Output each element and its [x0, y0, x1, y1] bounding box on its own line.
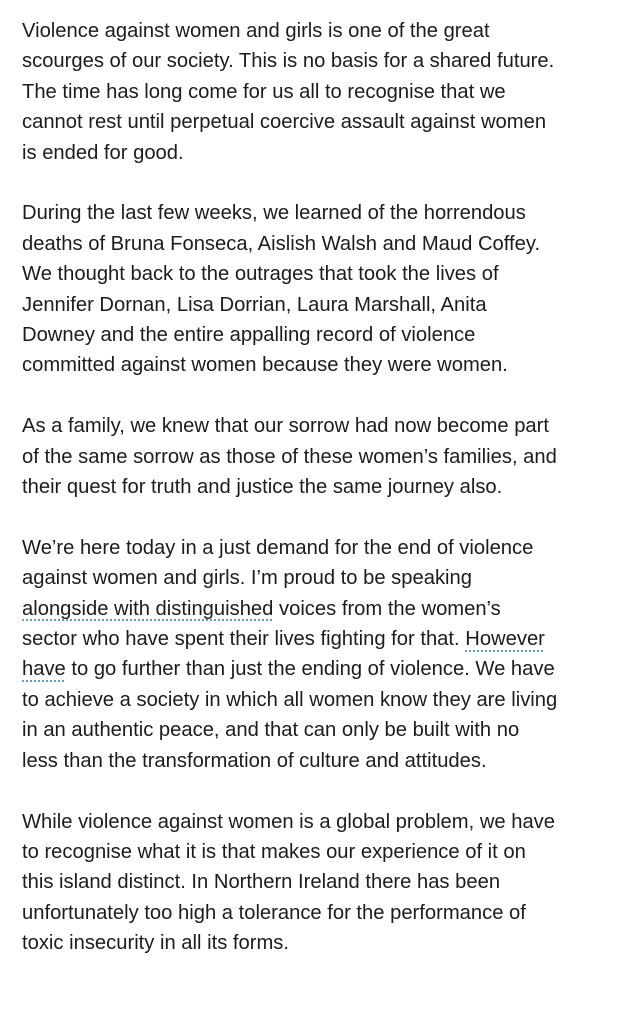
paragraph-line: in an authentic peace, and that can only be built with no [22, 719, 520, 742]
paragraph-line: of the same sorrow as those of these women’s families, and [22, 445, 557, 468]
paragraph-line: Violence against women and girls is one of the great [22, 20, 490, 42]
paragraph-line: committed against women because they were women. [22, 354, 508, 377]
paragraph-line: While violence against women is a global problem, we have [22, 810, 556, 833]
paragraph-3 [22, 411, 640, 502]
paragraph-line: is ended for good. [22, 141, 184, 164]
paragraph-line: to go further than just the ending of violence. We have [65, 658, 555, 681]
paragraph-line: unfortunately too high a tolerance for the performance of [22, 901, 526, 924]
paragraph-line: sector who have spent their lives fighting for that. [22, 628, 466, 651]
paragraph-line: Downey and the entire appalling record of violence [22, 324, 476, 347]
paragraph-line: The time has long come for us all to recognise that we [22, 80, 506, 103]
paragraph-2 [22, 198, 640, 380]
paragraph-4 [22, 533, 640, 776]
paragraph-line: to recognise what it is that makes our experience of it on [22, 840, 526, 863]
paragraph-line: We thought back to the outrages that took the lives of [22, 263, 499, 286]
grammar-flagged-phrase[interactable]: However [465, 628, 545, 651]
grammar-flagged-phrase[interactable]: have [22, 658, 66, 681]
paragraph-line: to achieve a society in which all women know they are living [22, 688, 558, 711]
paragraph-line: cannot rest until perpetual coercive assault against women [22, 111, 547, 134]
paragraph-line: We’re here today in a just demand for the end of violence [22, 536, 534, 559]
paragraph-line: Jennifer Dornan, Lisa Dorrian, Laura Marshall, Anita [22, 293, 487, 316]
paragraph-line: less than the transformation of culture and attitudes. [22, 749, 487, 772]
paragraph-line: their quest for truth and justice the same journey also. [22, 476, 503, 499]
paragraph-line: against women and girls. I’m proud to be speaking [22, 567, 472, 590]
paragraph-line: As a family, we knew that our sorrow had now become part [22, 415, 549, 438]
paragraph-line: During the last few weeks, we learned of the horrendous [22, 202, 526, 225]
paragraph-line: voices from the women’s [273, 597, 501, 620]
paragraph-line: toxic insecurity in all its forms. [22, 932, 289, 955]
paragraph-line: scourges of our society. This is no basis for a shared future. [22, 50, 555, 73]
paragraph-line: this island distinct. In Northern Ireland there has been [22, 871, 501, 894]
paragraph-line: deaths of Bruna Fonseca, Aislish Walsh and Maud Coffey. [22, 232, 541, 255]
paragraph-1 [22, 16, 640, 168]
grammar-flagged-phrase[interactable]: alongside with distinguished [22, 597, 274, 620]
paragraph-5 [22, 807, 640, 959]
